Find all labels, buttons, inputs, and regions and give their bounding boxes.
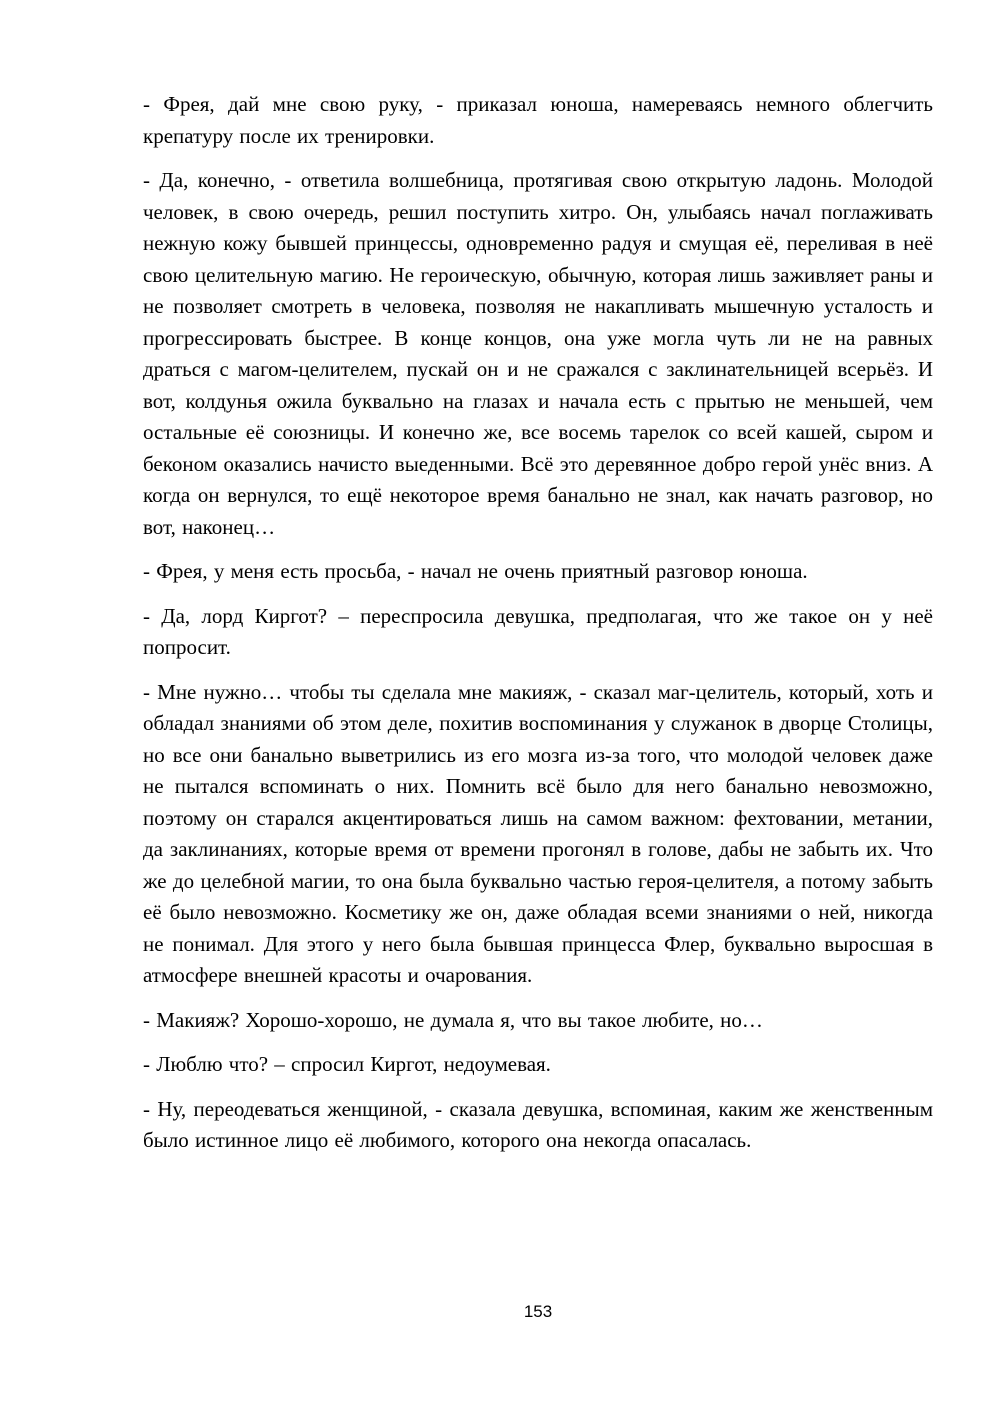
- paragraph: - Да, лорд Киргот? – переспросила девушка, предполагая, что же такое он у неё попросит.: [143, 603, 933, 659]
- page-number: 153: [523, 1302, 553, 1321]
- paragraph: - Макияж? Хорошо-хорошо, не думала я, что вы такое любите, но…: [143, 1007, 763, 1032]
- paragraph: - Мне нужно… чтобы ты сделала мне макияж, - сказал маг-целитель, который, хоть и обладал знаниями об этом деле, похитив воспоминания у служанок в дворце Столицы, но все они банально выветрились из его мозга из-за того, что молодой человек даже не пытался вспоминать о них. Помнить всё было для него банально невозможно, поэтому он старался акцентироваться лишь на самом важном: фехтовании, метании, да заклинаниях, которые время от времени прогонял в голове, дабы не забыть их. Что же до целебной магии, то она была буквально частью героя-целителя, а потому забыть её было невозможно. Косметику же он, даже обладая всеми знаниями о ней, никогда не понимал. Для этого у него была бывшая принцесса Флер, буквально выросшая в атмосфере внешней красоты и очарования.: [143, 679, 933, 987]
- paragraph: - Люблю что? – спросил Киргот, недоумевая.: [143, 1052, 551, 1076]
- paragraph: - Фрея, у меня есть просьба, - начал не очень приятный разговор юноша.: [143, 559, 808, 583]
- paragraph: - Да, конечно, - ответила волшебница, протягивая свою открытую ладонь. Молодой человек, в свою очередь, решил поступить хитро. Он, улыбаясь начал поглаживать нежную кожу бывшей принцессы, одновременно радуя и смущая её, переливая в неё свою целительную магию. Не героическую, обычную, которая лишь заживляет раны и не позволяет смотреть в человека, позволяя не накапливать мышечную усталость и прогрессировать быстрее. В конце концов, она уже могла чуть ли не на равных драться с магом-целителем, пускай он и не сражался с заклинательницей всерьёз. И вот, колдунья ожила буквально на глазах и начала есть с прытью не меньшей, чем остальные её союзницы. И конечно же, все восемь тарелок со всей кашей, сыром и беконом оказались начисто выеденными. Всё это деревянное добро герой унёс вниз. А когда он вернулся, то ещё некоторое время банально не знал, как начать разговор, но вот, наконец…: [143, 168, 933, 539]
- page-footer: [143, 1302, 933, 1322]
- paragraph: - Ну, переодеваться женщиной, - сказала девушка, вспоминая, каким же женственным было истинное лицо её любимого, которого она некогда опасалась.: [143, 1096, 933, 1152]
- text-body: [143, 89, 933, 1157]
- paragraph: - Фрея, дай мне свою руку, - приказал юноша, намереваясь немного облегчить крепатуру после их тренировки.: [143, 92, 933, 148]
